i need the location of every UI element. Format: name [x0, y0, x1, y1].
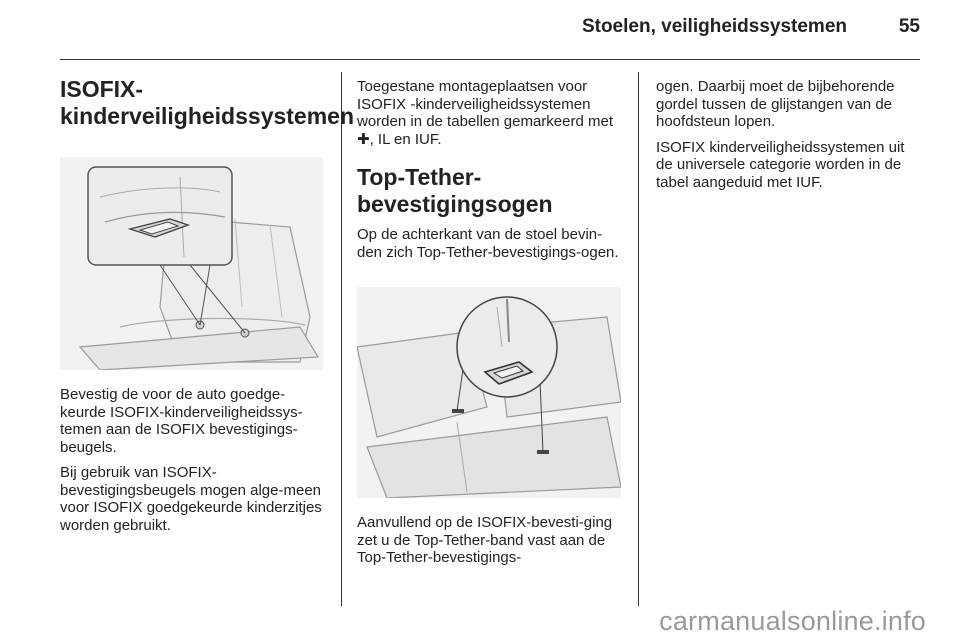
top-tether-heading-line1: Top-Tether- — [357, 164, 482, 190]
montage-intro — [357, 78, 625, 148]
header-divider — [60, 59, 920, 60]
isofix-heading — [60, 76, 355, 130]
iuf-paragraph: ISOFIX kinderveiligheidssystemen uit de universele categorie worden in de tabel aangeduid met IUF. — [656, 138, 905, 191]
isofix-heading-line1: ISOFIX- — [60, 76, 144, 102]
plus-cross-icon: ✚ — [357, 130, 370, 148]
column-2-bottom — [357, 514, 625, 575]
top-tether-heading-line2: bevestigingsogen — [357, 191, 553, 217]
montage-intro-suffix: , IL en IUF. — [369, 130, 442, 148]
column-2 — [357, 78, 625, 269]
page-header-title: Stoelen, veiligheidssystemen — [581, 16, 847, 37]
page-number: 55 — [898, 16, 920, 37]
column-1 — [60, 76, 355, 130]
column-1-body — [60, 386, 328, 542]
top-tether-heading — [357, 164, 625, 218]
continued-paragraph: ogen. Daarbij moet de bijbehorende gordel tussen de glijstangen van de hoofdsteun lopen. — [656, 78, 895, 130]
isofix-heading-line2: kinderveiligheidssystemen — [60, 103, 355, 129]
top-tether-illustration — [357, 287, 621, 498]
watermark-text: carmanualsonline.info — [659, 606, 926, 636]
top-tether-paragraph-2: Aanvullend op de ISOFIX-bevesti-ging zet u de Top-Tether-band vast aan de Top-Tether-bevestigings- — [357, 514, 613, 566]
montage-intro-text: Toegestane montageplaatsen voor ISOFIX -kinderveiligheidssystemen worden in de tabellen gemarkeerd met — [357, 78, 613, 130]
column-divider-2 — [638, 72, 639, 606]
isofix-paragraph-2: Bij gebruik van ISOFIX-bevestigingsbeugels mogen alge-meen voor ISOFIX goedgekeurde kinderzitjes worden gebruikt. — [60, 464, 322, 534]
column-divider-1 — [341, 72, 342, 606]
isofix-seat-illustration — [60, 157, 323, 370]
isofix-paragraph-1: Bevestig de voor de auto goedge-keurde ISOFIX-kinderveiligheidssys-temen aan de ISOFIX bevestigings-beugels. — [60, 386, 303, 456]
column-3 — [656, 78, 924, 199]
top-tether-paragraph-1: Op de achterkant van de stoel bevin-den zich Top-Tether-bevestigings-ogen. — [357, 226, 619, 261]
